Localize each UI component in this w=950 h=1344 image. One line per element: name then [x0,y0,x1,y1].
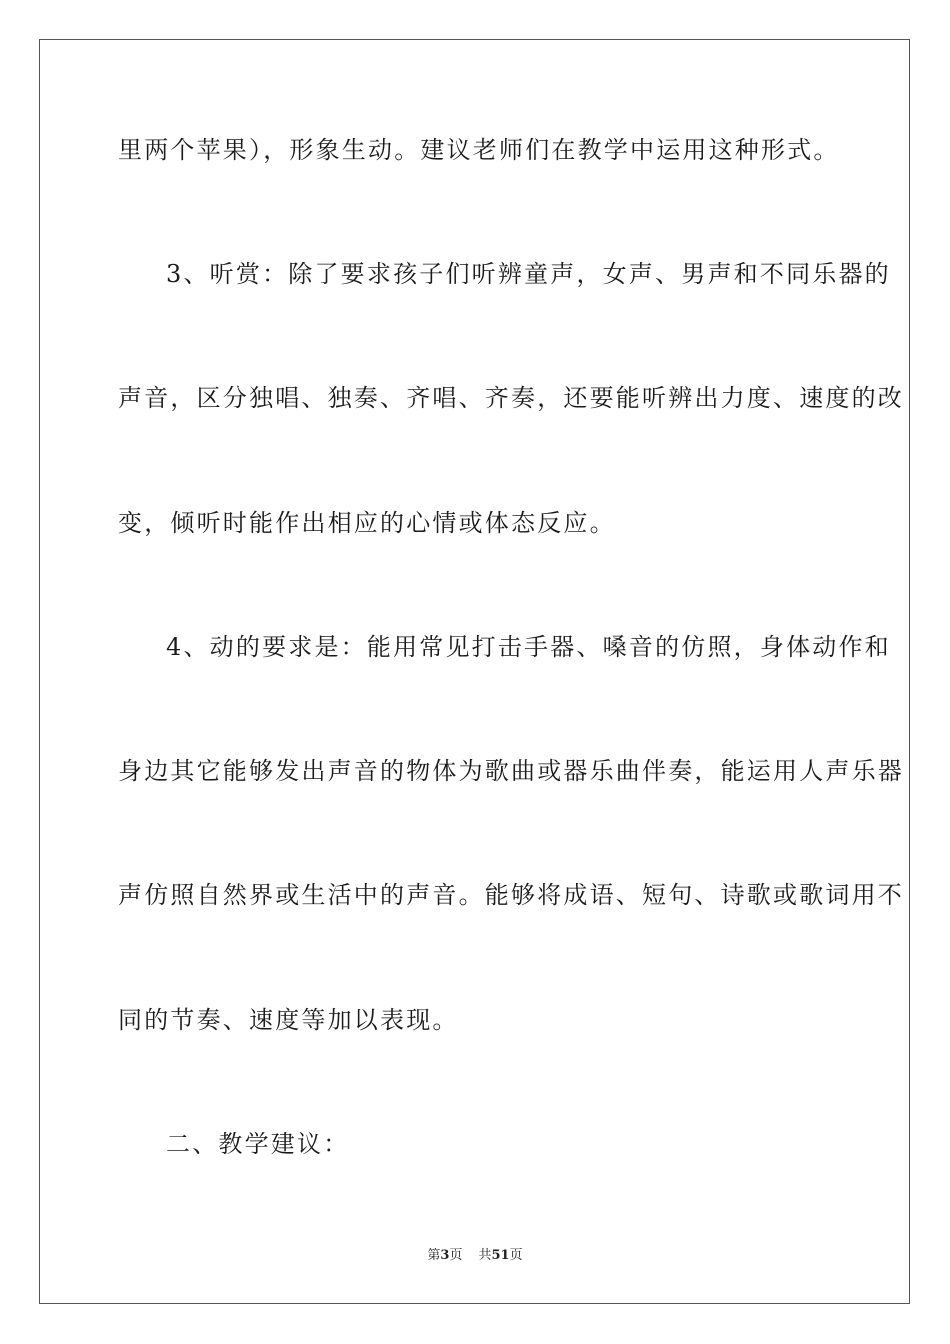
page-border [39,39,910,1304]
page-number: 3 [440,1248,450,1263]
text-line-6: 身边其它能够发出声音的物体为歌曲或器乐曲伴奏，能运用人声乐器 [118,757,904,785]
total-suffix: 页 [509,1248,523,1263]
page-footer [0,1248,950,1264]
section-heading: 二、教学建议： [166,1130,350,1158]
text-line-5: 4、动的要求是：能用常见打击手器、嗓音的仿照，身体动作和 [166,633,891,661]
text-line-4: 变，倾听时能作出相应的心情或体态反应。 [118,509,616,537]
total-pages: 51 [491,1248,510,1263]
text-line-8: 同的节奏、速度等加以表现。 [118,1006,459,1034]
page-suffix: 页 [449,1248,463,1263]
text-line-7: 声仿照自然界或生活中的声音。能够将成语、短句、诗歌或歌词用不 [118,881,904,909]
page-prefix: 第 [427,1248,441,1263]
text-line-2: 3、听赏：除了要求孩子们听辨童声，女声、男声和不同乐器的 [166,260,891,288]
text-line-1: 里两个苹果），形象生动。建议老师们在教学中运用这种形式。 [118,136,840,164]
total-prefix: 共 [478,1248,492,1263]
text-line-3: 声音，区分独唱、独奏、齐唱、齐奏，还要能听辨出力度、速度的改 [118,384,904,412]
